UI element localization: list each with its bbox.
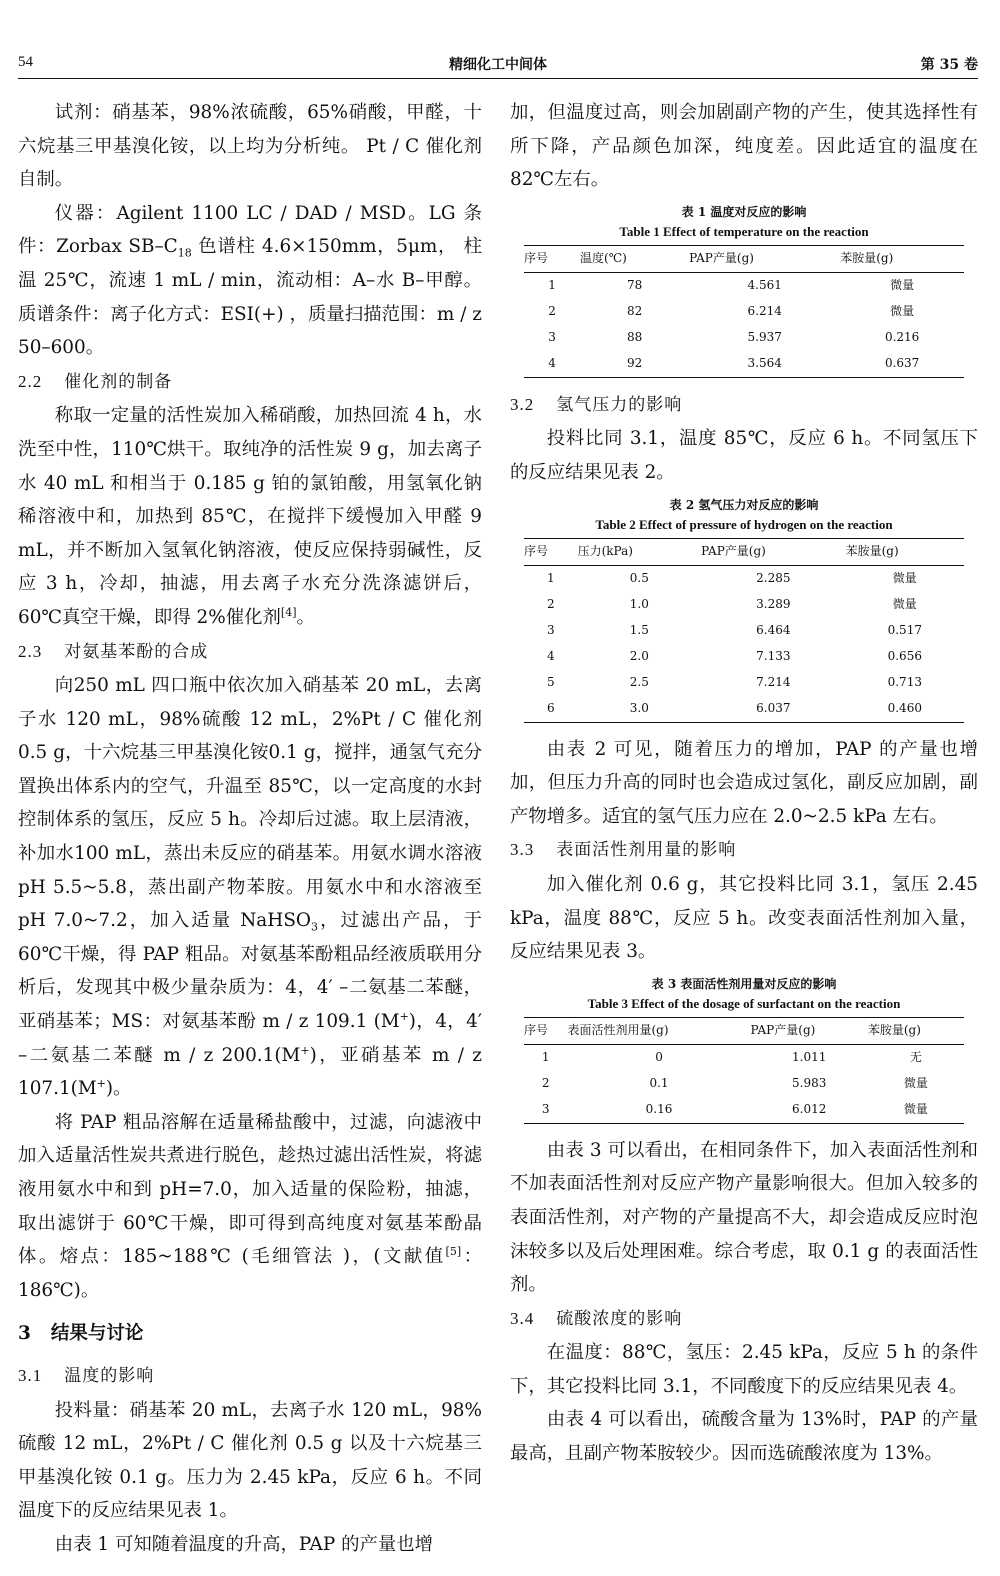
- table-cell: 1: [548, 278, 556, 293]
- table-cell: 6.214: [747, 304, 782, 319]
- table-cell: 1.011: [792, 1050, 827, 1065]
- superscript-plus: +: [399, 1009, 409, 1023]
- table-cell: 6.464: [756, 623, 791, 638]
- table-header-cell: 序号: [524, 1017, 568, 1044]
- table-row: [524, 696, 964, 723]
- synthesis-text-c: )，4，4′ –二氨基二苯醚 m / z 200.1(M: [18, 1011, 482, 1066]
- section-number: 2.2: [18, 371, 43, 391]
- volume-label: 第 35 卷: [920, 57, 978, 73]
- table-cell: 2: [541, 1076, 550, 1091]
- section-heading-3-3: [510, 833, 978, 868]
- table-row: [524, 618, 964, 644]
- table-row: [524, 351, 964, 378]
- table-cell: 0.16: [568, 1097, 751, 1124]
- table-cell: 6.012: [751, 1097, 868, 1124]
- table-header-cell: 苯胺量(g): [846, 538, 964, 565]
- purify-text: 将 PAP 粗品溶解在适量稀盐酸中，过滤，向滤液中加入适量活性炭共煮进行脱色，趁热过滤出活性炭，将滤液用氨水中和到 pH=7.0，加入适量的保险粉，抽滤，取出滤饼于 60℃干燥，即可得到高纯度对氨基苯酚晶体。熔点：185~188℃ (毛细管法 )，(文献值: [18, 1111, 482, 1268]
- table-cell: 4: [524, 351, 580, 378]
- table-cell: 0.713: [887, 675, 922, 690]
- page-number: 54: [18, 54, 33, 70]
- table-row: [524, 670, 964, 696]
- table-cell: 88: [626, 330, 643, 345]
- table-cell: 1: [541, 1050, 550, 1065]
- table-row: [524, 644, 964, 670]
- table-row: [524, 1097, 964, 1124]
- paragraph-3-4: 在温度：88℃，氢压：2.45 kPa，反应 5 h 的条件下，其它投料比同 3.1，不同酸度下的反应结果见表 4。: [510, 1342, 978, 1397]
- citation-5: [5]: [445, 1245, 462, 1259]
- table-cell: 0: [655, 1050, 663, 1065]
- table-row: [524, 325, 964, 351]
- table-row: [524, 592, 964, 618]
- table-cell: 3: [546, 623, 555, 638]
- section-number: 3.3: [510, 840, 535, 860]
- paragraph-pressure-conclusion: 由表 2 可见，随着压力的增加，PAP 的产量也增加，但压力升高的同时也会造成过氢化，副反应加剧，副产物增多。适宜的氢气压力应在 2.0~2.5 kPa 左右。: [510, 738, 978, 827]
- paragraph-3-4b: 由表 4 可以看出，硫酸含量为 13%时，PAP 的产量最高，且副产物苯胺较少。因而选硫酸浓度为 13%。: [510, 1409, 978, 1465]
- section-heading-3-1: [18, 1359, 482, 1394]
- table-cell: 4: [546, 649, 555, 664]
- table-cell: 3.289: [756, 597, 791, 612]
- paragraph-catalyst: [18, 399, 482, 634]
- catalyst-text: 称取一定量的活性炭加入稀硝酸，加热回流 4 h，水洗至中性，110℃烘干。取纯净的活性炭 9 g，加去离子水 40 mL 和相当于 0.185 g 铂的氯铂酸，用氢氧化钠稀溶液中和，加热到 85℃，在搅拌下缓慢加入甲醛 9 mL，并不断加入氢氧化钠溶液，使反应保持弱碱性，反应 3 h，冷却，抽滤，用去离子水充分洗涤滤饼后，60℃真空干燥，即得 2%催化剂: [18, 405, 482, 628]
- table-cell: 3.564: [689, 351, 840, 378]
- section-title: 氢气压力的影响: [556, 394, 683, 415]
- table-header-cell: PAP产量(g): [701, 538, 846, 565]
- table-cell: 2: [546, 597, 555, 612]
- section-title: 催化剂的制备: [64, 371, 173, 392]
- subscript-18: 18: [177, 247, 192, 261]
- table-header-cell: 苯胺量(g): [868, 1017, 964, 1044]
- synthesis-text-e: )。: [105, 1078, 132, 1100]
- section-number: 2.3: [18, 641, 43, 661]
- table-header-cell: 序号: [524, 538, 578, 565]
- right-column: [510, 96, 978, 1471]
- section-title: 硫酸浓度的影响: [556, 1308, 683, 1329]
- table-cell: 6: [524, 696, 578, 723]
- table-cell: 1.0: [629, 597, 649, 612]
- table-3-caption-cn: 表 3 表面活性剂用量对反应的影响: [651, 976, 837, 991]
- table-cell: 0.517: [887, 623, 922, 638]
- section-heading-2-3: [18, 635, 482, 670]
- table-cell: 0.460: [846, 696, 964, 723]
- table-row: [524, 299, 964, 325]
- table-cell: 82: [626, 304, 643, 319]
- table-cell: 4.561: [747, 278, 782, 293]
- table-cell: 0.5: [629, 571, 649, 586]
- section-number: 3.4: [510, 1308, 535, 1328]
- table-cell: 5: [546, 675, 555, 690]
- left-column: [18, 96, 482, 1562]
- paragraph-reagents: 试剂：硝基苯，98%浓硫酸，65%硝酸，甲醛，十六烷基三甲基溴化铵，以上均为分析纯。 Pt / C 催化剂自制。: [18, 102, 482, 191]
- section-heading-3-2: [510, 388, 978, 423]
- table-cell: 3: [548, 330, 556, 345]
- table-cell: 1.5: [629, 623, 649, 638]
- paragraph-synthesis: [18, 669, 482, 1106]
- section-number: 3: [18, 1323, 31, 1345]
- paragraph-3-2: 投料比同 3.1，温度 85℃，反应 6 h。不同氢压下的反应结果见表 2。: [510, 428, 978, 483]
- citation-4: [4]: [280, 605, 297, 619]
- table-row: [524, 272, 964, 299]
- synthesis-text-a: 向250 mL 四口瓶中依次加入硝基苯 20 mL，去离子水 120 mL，98%硫酸 12 mL，2%Pt / C 催化剂 0.5 g，十六烷基三甲基溴化铵0.1 g，搅拌，通氢气充分置换出体系内的空气，升温至 85℃，以一定高度的水封控制体系的氢压，反应 5 h。冷却后过滤。取上层清液，补加水100 mL，蒸出未反应的硝基苯。用氨水调水溶液 pH 5.5~5.8，蒸出副产物苯胺。用氨水中和水溶液至 pH 7.0~7.2，加入适量 NaHSO: [18, 675, 482, 932]
- table-cell: 0.637: [840, 351, 964, 378]
- table-cell: 微量: [892, 571, 917, 586]
- catalyst-text-end: 。: [296, 606, 315, 628]
- table-header-cell: 表面活性剂用量(g): [568, 1017, 751, 1044]
- table-1-caption-en: Table 1 Effect of temperature on the reaction: [619, 223, 869, 239]
- table-cell: 5.937: [747, 330, 782, 345]
- synthesis-text-b: ，过滤出产品，于 60℃干燥，得 PAP 粗品。对氨基苯酚粗品经液质联用分析后，发现其中极少量杂质为：4，4′ –二氨基二苯醚，亚硝基苯；MS：对氨基苯酚 m / z 109.1 (M: [18, 910, 482, 1033]
- instrument-text-b: 色谱柱 4.6×150mm，5μm， 柱温 25℃，流速 1 mL / min，流动相：A–水 B–甲醇。质谱条件：离子化方式：ESI(+) ，质量扫描范围：m / z 50–600。: [18, 236, 482, 359]
- section-title: 表面活性剂用量的影响: [556, 840, 737, 861]
- table-cell: 1: [546, 571, 555, 586]
- subscript-3: 3: [311, 920, 318, 934]
- purify-text-end: ：186℃)。: [18, 1246, 482, 1301]
- superscript-plus: +: [300, 1043, 310, 1057]
- section-number: 3.1: [18, 1365, 43, 1385]
- table-1: [524, 245, 964, 378]
- table-cell: 0.1: [649, 1076, 669, 1091]
- table-header-cell: PAP产量(g): [689, 245, 840, 272]
- paragraph-instrument: [18, 197, 482, 365]
- section-heading-2-2: [18, 365, 482, 400]
- section-title: 对氨基苯酚的合成: [64, 641, 209, 662]
- instrument-text-a: 仪器：Agilent 1100 LC / DAD / MSD。LG 条件：Zorbax SB–C: [18, 202, 482, 258]
- paragraph-temperature-conclusion: 加，但温度过高，则会加剧副产物的产生，使其选择性有所下降，产品颜色加深，纯度差。因此适宜的温度在 82℃左右。: [510, 102, 978, 191]
- table-cell: 2.285: [756, 571, 791, 586]
- table-cell: 2.5: [629, 675, 649, 690]
- section-title: 结果与讨论: [50, 1323, 144, 1345]
- table-cell: 0.656: [887, 649, 922, 664]
- table-2-caption-cn: 表 2 氢气压力对反应的影响: [669, 497, 819, 512]
- table-row: [524, 1044, 964, 1071]
- paragraph-3-1: 投料量：硝基苯 20 mL，去离子水 120 mL，98%硫酸 12 mL，2%Pt / C 催化剂 0.5 g 以及十六烷基三甲基溴化铵 0.1 g。压力为 2.45 kPa，反应 6 h。不同温度下的反应结果见表 1。: [18, 1399, 482, 1522]
- table-header-cell: 压力(kPa): [578, 538, 701, 565]
- paragraph-3-3: 加入催化剂 0.6 g，其它投料比同 3.1，氢压 2.45 kPa，温度 88℃，反应 5 h。改变表面活性剂加入量，反应结果见表 3。: [510, 873, 978, 963]
- table-3: [524, 1017, 964, 1124]
- table-3-caption-en: Table 3 Effect of the dosage of surfactant on the reaction: [587, 995, 901, 1011]
- table-header-cell: PAP产量(g): [751, 1017, 868, 1044]
- table-header-cell: 苯胺量(g): [840, 245, 964, 272]
- paragraph-3-1b: 由表 1 可知随着温度的升高，PAP 的产量也增: [54, 1533, 434, 1555]
- superscript-plus: +: [96, 1077, 106, 1091]
- table-cell: 微量: [892, 597, 917, 612]
- table-cell: 微量: [868, 1097, 964, 1124]
- table-2-caption-en: Table 2 Effect of pressure of hydrogen on the reaction: [595, 516, 893, 532]
- table-cell: 7.214: [756, 675, 791, 690]
- table-cell: 微量: [890, 278, 915, 293]
- synthesis-text-d: )，亚硝基苯 m / z 107.1(M: [18, 1044, 482, 1100]
- table-header-cell: 序号: [524, 245, 580, 272]
- section-title: 温度的影响: [64, 1365, 155, 1386]
- section-heading-3: [18, 1317, 482, 1351]
- table-cell: 2.0: [629, 649, 649, 664]
- journal-title: 精细化工中间体: [449, 57, 547, 73]
- table-cell: 微量: [890, 304, 915, 319]
- table-header-cell: 温度(℃): [580, 245, 689, 272]
- table-1-caption-cn: 表 1 温度对反应的影响: [681, 204, 807, 219]
- paragraph-surfactant-conclusion: 由表 3 可以看出，在相同条件下，加入表面活性剂和不加表面活性剂对反应产物产量影响很大。但加入较多的表面活性剂，对产物的产量提高不大，却会造成反应时泡沫较多以及后处理困难。综合考虑，取 0.1 g 的表面活性剂。: [510, 1139, 978, 1296]
- table-row: [524, 1071, 964, 1097]
- running-header: [18, 52, 978, 79]
- table-cell: 0.216: [884, 330, 920, 345]
- table-cell: 6.037: [701, 696, 846, 723]
- table-cell: 78: [626, 278, 643, 293]
- table-cell: 微量: [903, 1076, 928, 1091]
- table-cell: 5.983: [792, 1076, 827, 1091]
- table-cell: 7.133: [756, 649, 791, 664]
- table-2: [524, 538, 964, 723]
- table-cell: 3: [524, 1097, 568, 1124]
- table-cell: 2: [548, 304, 556, 319]
- table-cell: 3.0: [578, 696, 701, 723]
- table-cell: 无: [909, 1050, 922, 1065]
- table-row: [524, 565, 964, 592]
- table-cell: 92: [580, 351, 689, 378]
- section-heading-3-4: [510, 1302, 978, 1337]
- paragraph-purification: [18, 1106, 482, 1308]
- section-number: 3.2: [510, 394, 535, 414]
